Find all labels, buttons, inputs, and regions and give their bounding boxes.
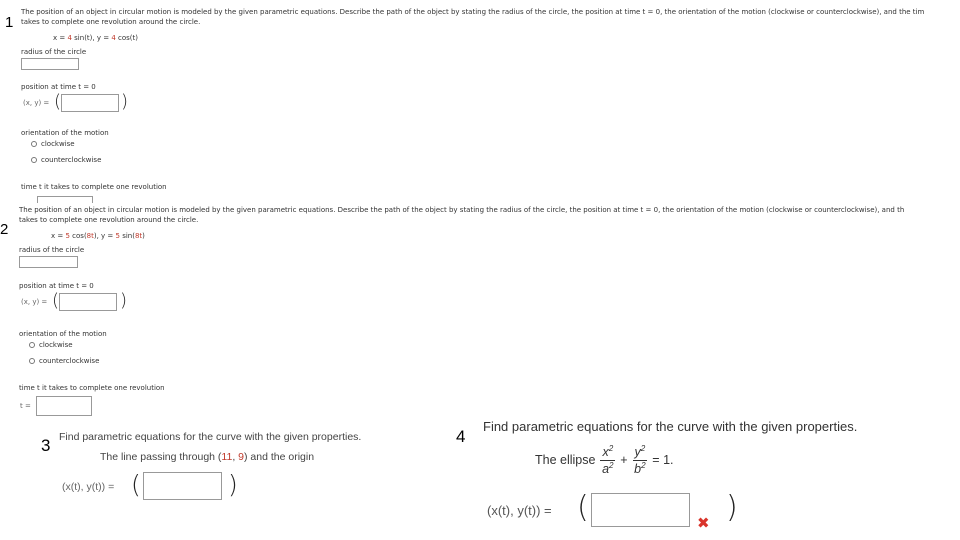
q1-prompt-line2: takes to complete one revolution around the circle.: [21, 18, 201, 26]
q2-open-paren: (: [52, 290, 60, 311]
q3-line-description: The line passing through (11, 9) and the origin: [100, 451, 315, 463]
q1-position-label: position at time t = 0: [21, 83, 96, 91]
q4-fraction-y: $\frac{y^2}{b^2}$: [634, 444, 646, 476]
q1-position-input[interactable]: [61, 94, 119, 112]
q1-radius-label: radius of the circle: [21, 48, 87, 56]
q2-orientation-label: orientation of the motion: [19, 330, 107, 338]
q4-open-paren: (: [577, 490, 589, 525]
q4-answer-input[interactable]: [591, 493, 690, 527]
q4-fraction-x: $\frac{x^2}{a^2}$: [602, 444, 614, 476]
q3-answer-input[interactable]: [143, 472, 222, 500]
q1-radio-counterclockwise[interactable]: [31, 157, 37, 163]
q4-prompt: Find parametric equations for the curve with the given properties.: [483, 419, 858, 434]
q2-counterclockwise-label: counterclockwise: [39, 357, 100, 365]
q2-revolution-input[interactable]: [36, 396, 92, 416]
q2-radius-input[interactable]: [19, 256, 78, 268]
q1-clockwise-label: clockwise: [41, 140, 75, 148]
q4-close-paren: ): [726, 490, 738, 525]
q4-ellipse-label: The ellipse: [535, 453, 596, 468]
q2-clockwise-label: clockwise: [39, 341, 73, 349]
q2-radius-label: radius of the circle: [19, 246, 85, 254]
q2-position-input[interactable]: [59, 293, 117, 311]
q1-revolution-input[interactable]: [37, 196, 93, 203]
q3-answer-label: (x(t), y(t)) =: [62, 481, 115, 493]
question-2-number: 2: [0, 221, 9, 238]
question-1-number: 1: [5, 14, 14, 31]
q1-close-paren: ): [121, 91, 129, 112]
q1-radio-clockwise[interactable]: [31, 141, 37, 147]
q2-radio-clockwise[interactable]: [29, 342, 35, 348]
question-4-number: 4: [456, 427, 466, 446]
q2-xy-label: (x, y) =: [21, 298, 48, 306]
q1-prompt-line1: The position of an object in circular motion is modeled by the given parametric equations. Describe the path of the object by stating the radius of the circle, the position at time t = 0, the orientation of the motion (clockwise or counterclockwise), and the tim: [21, 8, 925, 16]
q1-open-paren: (: [54, 91, 62, 112]
q1-revolution-label: time t it takes to complete one revolution: [21, 183, 167, 191]
q2-radio-counterclockwise[interactable]: [29, 358, 35, 364]
q2-prompt-line1: The position of an object in circular motion is modeled by the given parametric equations. Describe the path of the object by stating the radius of the circle, the position at time t = 0, the orientation of the motion (clockwise or counterclockwise), and th: [19, 206, 905, 214]
incorrect-x-icon: ✖: [697, 514, 710, 532]
q1-equations: x = 4 sin(t), y = 4 cos(t): [53, 34, 138, 42]
q4-answer-label: (x(t), y(t)) =: [487, 503, 552, 518]
q4-equals: = 1.: [652, 453, 674, 468]
q2-revolution-label: time t it takes to complete one revolution: [19, 384, 165, 392]
q3-open-paren: (: [131, 470, 141, 499]
q2-t-label: t =: [20, 402, 31, 410]
q2-equations: x = 5 cos(8t), y = 5 sin(8t): [51, 232, 145, 240]
q1-orientation-label: orientation of the motion: [21, 129, 109, 137]
q2-prompt-line2: takes to complete one revolution around the circle.: [19, 216, 199, 224]
q3-prompt: Find parametric equations for the curve with the given properties.: [59, 431, 362, 443]
q2-position-label: position at time t = 0: [19, 282, 94, 290]
q4-ellipse-equation: [535, 445, 674, 475]
q3-close-paren: ): [228, 470, 238, 499]
q2-close-paren: ): [120, 290, 128, 311]
q1-counterclockwise-label: counterclockwise: [41, 156, 102, 164]
q1-radius-input[interactable]: [21, 58, 79, 70]
q1-xy-label: (x, y) =: [23, 99, 50, 107]
question-3-number: 3: [41, 436, 51, 455]
q4-plus: +: [620, 453, 628, 468]
